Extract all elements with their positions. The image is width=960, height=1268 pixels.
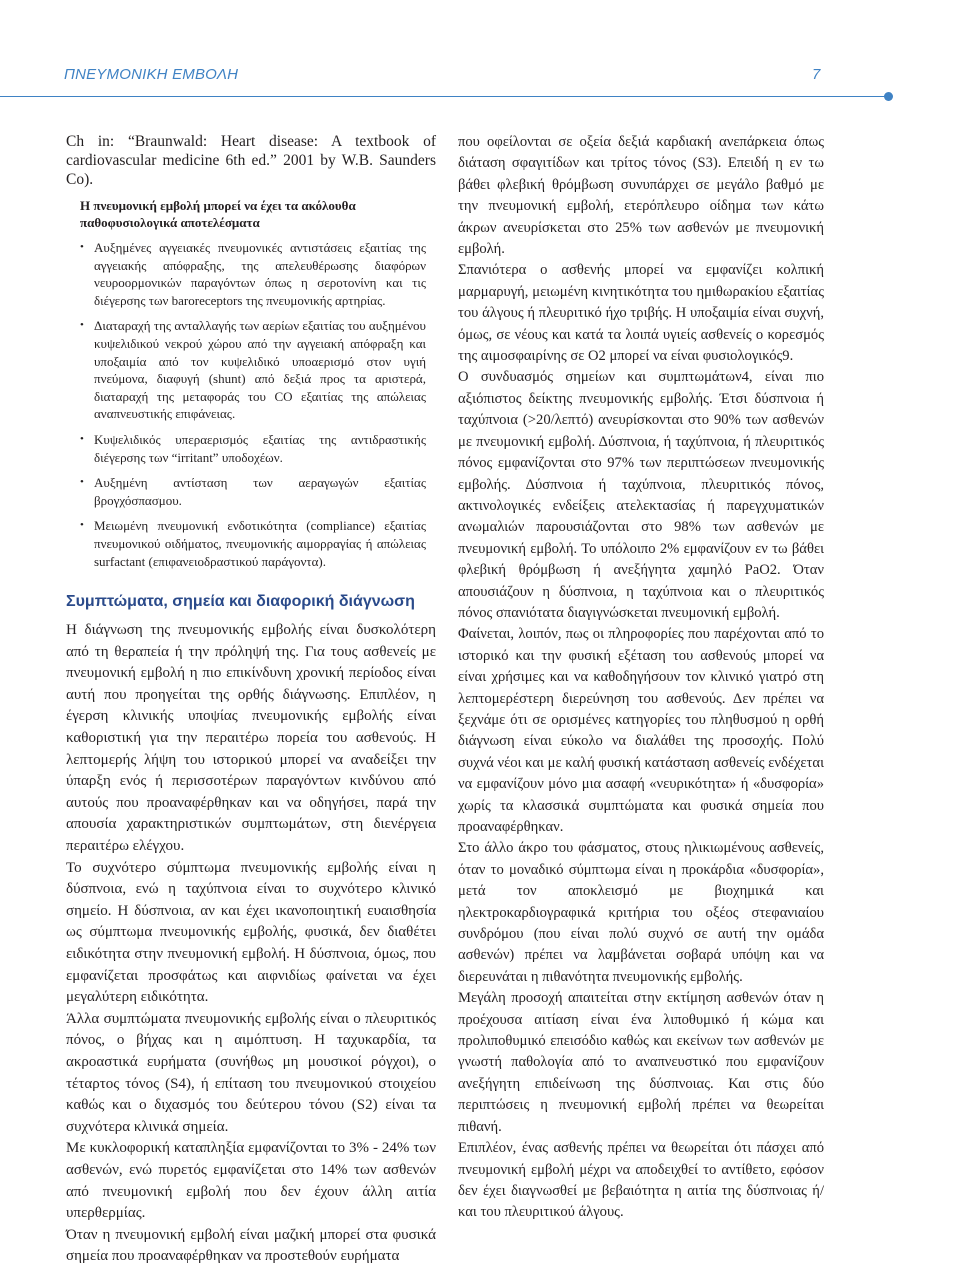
right-column: [458, 132, 824, 1224]
bullet-icon: •: [80, 476, 84, 489]
body-paragraph: Σπανιότερα ο ασθενής μπορεί να εμφανίζει κολπική μαρμαρυγή, μειωμένη κινητικότητα του ημιθωρακίου εξαιτίας του άλγους ή πλευριτικό ήχο τριβής. Η υποξαιμία είναι συχνή, όμως, σε νέους και κατά τα λοιπά υγιείς ασθενείς ο κορεσμός της αιμοσφαιρίνης σε Ο2 μπορεί να είναι φυσιολογικός9.: [458, 262, 824, 365]
body-paragraph: Μεγάλη προσοχή απαιτείται στην εκτίμηση ασθενών όταν η προέχουσα αιτίαση είναι ένα λιποθυμικό ή κώμα και προλιπoθυμικό επεισόδιο καθώς και εκείνων των ασθενών με γνωστή παθολογία από το αναπνευστικό που εμφανίζουν ανεξήγητη επιδείνωση της δύσπνοιας. Και στις δύο περιπτώσεις η πνευμονική εμβολή πρέπει να θεωρείται πιθανή.: [458, 990, 824, 1135]
bullet-item: • Κυψελιδικός υπεραερισμός εξαιτίας της αντιδραστικής διέγερσης των “irritant” υποδοχέων.: [80, 431, 426, 465]
bullet-icon: •: [80, 241, 84, 253]
header-rule: [0, 96, 886, 97]
bullet-icon: •: [80, 319, 84, 332]
header-rule-dot: [884, 92, 893, 101]
bullet-item: • Μειωμένη πνευμονική ενδοτικότητα (compliance) εξαιτίας πνευμονικού οιδήματος, πνευμονικής αιμορραγίας ή απώλειας surfactant (επιφανειοδραστικού παράγοντα).: [80, 518, 426, 569]
body-paragraph: Ο συνδυασμός σημείων και συμπτωμάτων4, είναι πιο αξιόπιστος δείκτης πνευμονικής εμβολής. Έτσι δύσπνοια ή ταχύπνοια (>20/λεπτό) ανευρίσκονται στο 90% των ασθενών με πνευμονική εμβολή. Δύσπνοια, ή ταχύπνοια, ή πλευριτικός πόνος εμφανίζονται στο 97% των περιπτώσεων πνευμονικής εμβολής. Δύσπνοια ή ταχύπνοια, πλευριτικός πόνος, ακτινολογικές ενδείξεις ατελεκτασίας ή παρεγχυματικών ανωμαλιών παρουσιάζονται στο 98% των ασθενών με πνευμονική εμβολή. Το υπόλοιπο 2% εμφανίζουν εν τω βάθει φλεβική θρόμβωση ή ανεξήγητα χαμηλό PaO2. Όταν απουσιάζουν η δύσπνοια, η ταχύπνοια και ο πλευριτικός πόνος σπανιότατα διαγιγνώσκεται πνευμονική εμβολή.: [458, 369, 824, 621]
running-head: ΠΝΕΥΜΟΝΙΚΗ ΕΜΒΟΛΗ: [64, 66, 239, 83]
bullet-icon: •: [80, 519, 84, 532]
page-number: 7: [812, 66, 821, 83]
body-paragraph: Φαίνεται, λοιπόν, πως οι πληροφορίες που παρέχονται από το ιστορικό και την φυσική εξέταση του ασθενούς μπορεί να είναι χρήσιμες και να καθοδηγήσουν τον κλινικό γιατρό στη λεπτομερέστερη διερεύνηση του ασθενούς. Δεν πρέπει να ξεχνάμε ότι σε ορισμένες κατηγορίες του πληθυσμού η ορθή διάγνωση είναι εύκολο να διαλάθει της προσοχής. Πολύ συχνά νέοι και με καλή φυσική κατάσταση ασθενείς ενδέχεται να εμφανίζουν μόνο μια ασαφή «νευρικότητα» ή «δυσφορία» χωρίς τα κλασσικά συμπτώματα και φυσικά σημεία που προαναφέρθηκαν.: [458, 626, 824, 835]
bullet-icon: •: [80, 432, 84, 445]
box-bullet-list: [66, 239, 436, 570]
source-citation: Ch in: “Braunwald: Heart disease: A textbook of cardiovascular medicine 6th ed.” 2001 by W.B. Saunders Co).: [66, 133, 436, 188]
body-paragraph: που οφείλονται σε οξεία δεξιά καρδιακή ανεπάρκεια όπως διάταση σφαγιτίδων και τρίτος τόνος (S3). Επειδή η εν τω βάθει φλεβική θρόμβωση συνυπάρχει σε μεγάλο βαθμό με την πνευμονική εμβολή, ετερόπλευρο οίδημα των κάτω άκρων ανευρίσκεται στο 25% των ασθενών με πνευμονική εμβολή.: [458, 134, 824, 258]
body-paragraph: Το συχνότερο σύμπτωμα πνευμονικής εμβολής είναι η δύσπνοια, ενώ η ταχύπνοια είναι το συχνότερο κλινικό σημείο. Η δύσπνοια, αν και έχει ικανοποιητική ευαισθησία ως σύμπτωμα πνευμονικής εμβολής, φυσικά, δεν διαθέτει ειδικότητα στην πνευμονική εμβολή. Η δύσπνοια, όμως, που εμφανίζεται προσφάτως και αιφνιδίως φαίνεται να έχει μεγαλύτερη ειδικότητα.: [66, 859, 436, 1006]
body-paragraph: Επιπλέον, ένας ασθενής πρέπει να θεωρείται ότι πάσχει από πνευμονική εμβολή μέχρι να αποδειχθεί το αντίθετο, εφόσον δεν έχει διαγνωσθεί με βεβαιότητα η αιτία της δύσπνοιας ή/και του πλευριτικού άλγους.: [458, 1140, 824, 1221]
section-heading: Συμπτώματα, σημεία και διαφορική διάγνωση: [66, 593, 415, 611]
body-paragraph: Άλλα συμπτώματα πνευμονικής εμβολής είναι ο πλευριτικός πόνος, ο βήχας και η αιμόπτυση. Η ταχυκαρδία, τα ακροαστικά ευρήματα (συνήθως μη μουσικοί ρόγχοι), ο τέταρτος τόνος (S4), ή επίταση του πνευμονικού στοιχείου καθώς και ο διχασμός του δεύτερου τόνου (S2) είναι τα συχνότερα κλινικά σημεία.: [66, 1010, 436, 1135]
bullet-item: • Διαταραχή της ανταλλαγής των αερίων εξαιτίας του αυξημένου κυψελιδικού νεκρού χώρου από την αγγειακή απόφραξη και υποξαιμία από τον κυψελιδικό υποαερισμό στον υγιή πνεύμονα, διαφυγή (shunt) από δεξιά προς τα αριστερά, διαταραχή της μεταφοράς του CO εξαιτίας της απώλειας αναπνευστικής επιφάνειας.: [80, 318, 426, 422]
box-title: Η πνευμονική εμβολή μπορεί να έχει τα ακόλουθα παθοφυσιολογικά αποτελέσματα: [80, 198, 356, 230]
bullet-item: • Αυξημένη αντίσταση των αεραγωγών εξαιτίας βρογχόσπασμου.: [80, 475, 426, 508]
body-paragraph: Η διάγνωση της πνευμονικής εμβολής είναι δυσκολότερη από τη θεραπεία ή την πρόληψή της. Για τους ασθενείς με πνευμονική εμβολή η πιο επικίνδυνη χρονική περίοδος είναι αυτή που προηγείται της ορθής διάγνωσης. Επιπλέον, η έγερση κλινικής υποψίας πνευμονικής εμβολής είναι καθοριστική για την περαιτέρω πορεία του ασθενούς. Η λεπτομερής λήψη του ιστορικού μπορεί να αναδείξει την ύπαρξη ενός ή περισσοτέρων παραγόντων κινδύνου από αυτούς που προαναφέρθηκαν και να οδηγήσει, παρά την απουσία χαρακτηριστικών συμπτωμάτων, στη διενέργεια περαιτέρω ελέγχου.: [66, 622, 436, 855]
body-paragraph: Όταν η πνευμονική εμβολή είναι μαζική μπορεί στα φυσικά σημεία που προαναφέρθηκαν να προστεθούν ευρήματα: [66, 1226, 436, 1265]
body-paragraph: Με κυκλοφορική καταπληξία εμφανίζονται το 3% - 24% των ασθενών, ενώ πυρετός εμφανίζεται στο 14% των ασθενών από πνευμονική εμβολή που δεν έχουν άλλη αιτία υπερθερμίας.: [66, 1140, 436, 1222]
pathophysiology-box: [66, 197, 436, 570]
body-paragraph: Στο άλλο άκρο του φάσματος, στους ηλικιωμένους ασθενείς, όταν το μοναδικό σύμπτωμα είναι η προκάρδια «δυσφορία», μετά τον αποκλεισμό με βιοχημικά και ηλεκτροκαρδιογραφικά κριτήρια του οξέος στεφανιαίου συνδρόμου (που είναι πολύ συχνό σε αυτή την ομάδα ασθενών) πρέπει να λαμβάνεται σοβαρά υπόψη και να διερευνάται η πιθανότητα πνευμονικής εμβολής.: [458, 840, 824, 985]
bullet-item: • Αυξημένες αγγειακές πνευμονικές αντιστάσεις εξαιτίας της αγγειακής απόφραξης, της απελευθέρωσης διαφόρων νευροορμονικών παραγόντων όπως η σεροτονίνη και τις διέγερσης των baroreceptors της πνευμονικής αρτηρίας.: [80, 240, 426, 308]
left-column: [66, 132, 436, 1268]
